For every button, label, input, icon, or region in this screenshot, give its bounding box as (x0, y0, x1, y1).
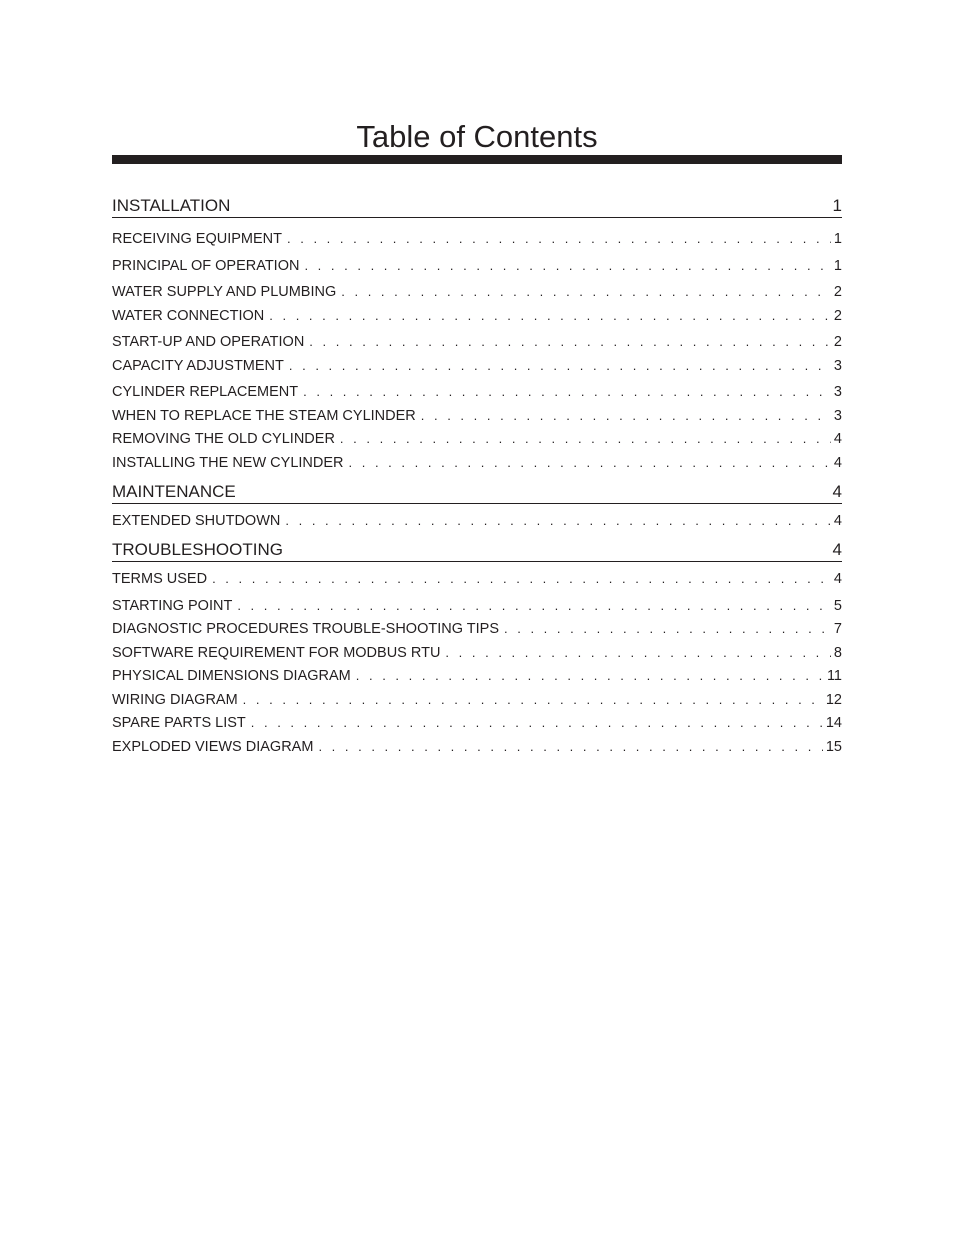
entry-page-number: 2 (833, 334, 842, 350)
entry-page-number: 7 (833, 621, 842, 637)
toc-entry[interactable] (112, 453, 842, 473)
entry-label: EXPLODED VIEWS DIAGRAM (112, 739, 314, 755)
entry-page-number: 4 (833, 455, 842, 471)
toc-entry[interactable] (112, 282, 842, 302)
page-title: Table of Contents (356, 119, 598, 154)
toc-entry[interactable] (112, 713, 842, 733)
toc-entry[interactable] (112, 569, 842, 589)
dot-leader (269, 306, 831, 326)
dot-leader (318, 737, 822, 757)
entry-label: WHEN TO REPLACE THE STEAM CYLINDER (112, 408, 416, 424)
entry-label: SPARE PARTS LIST (112, 715, 246, 731)
dot-leader (349, 453, 831, 473)
title-rule (112, 155, 842, 164)
entry-page-number: 1 (833, 258, 842, 274)
toc-entry[interactable] (112, 429, 842, 449)
toc-entry[interactable] (112, 643, 842, 663)
toc-entry[interactable] (112, 229, 842, 249)
toc-entry[interactable] (112, 511, 842, 531)
entry-label: DIAGNOSTIC PROCEDURES TROUBLE-SHOOTING TIPS (112, 621, 499, 637)
entry-label: WATER CONNECTION (112, 308, 265, 324)
toc-entry[interactable] (112, 666, 842, 686)
dot-leader (445, 643, 831, 663)
entry-label: WIRING DIAGRAM (112, 692, 238, 708)
toc-section-installation[interactable] (112, 195, 842, 218)
section-page-number: 4 (832, 482, 842, 501)
entry-page-number: 4 (833, 513, 842, 529)
dot-leader (289, 356, 831, 376)
toc-entry[interactable] (112, 690, 842, 710)
dot-leader (303, 382, 831, 402)
toc-entry[interactable] (112, 619, 842, 639)
entry-page-number: 4 (833, 431, 842, 447)
entry-page-number: 3 (833, 358, 842, 374)
toc-entry[interactable] (112, 737, 842, 757)
section-page-number: 4 (832, 540, 842, 559)
entry-label: SOFTWARE REQUIREMENT FOR MODBUS RTU (112, 645, 441, 661)
entry-page-number: 11 (826, 668, 842, 684)
entry-label: REMOVING THE OLD CYLINDER (112, 431, 335, 447)
entry-label: STARTING POINT (112, 598, 233, 614)
section-heading: INSTALLATION (112, 196, 231, 215)
entry-page-number: 3 (833, 408, 842, 424)
dot-leader (304, 256, 830, 276)
entry-page-number: 5 (833, 598, 842, 614)
dot-leader (243, 690, 823, 710)
dot-leader (212, 569, 831, 589)
dot-leader (309, 332, 831, 352)
dot-leader (285, 511, 831, 531)
entry-page-number: 14 (825, 715, 842, 731)
dot-leader (356, 666, 824, 686)
toc-entry[interactable] (112, 382, 842, 402)
dot-leader (251, 713, 823, 733)
entry-label: WATER SUPPLY AND PLUMBING (112, 284, 337, 300)
dot-leader (421, 406, 831, 426)
section-page-number: 1 (832, 196, 842, 215)
entry-page-number: 2 (833, 308, 842, 324)
toc-entry[interactable] (112, 406, 842, 426)
toc-entry[interactable] (112, 596, 842, 616)
entry-page-number: 3 (833, 384, 842, 400)
dot-leader (287, 229, 831, 249)
entry-page-number: 12 (825, 692, 842, 708)
entry-label: CAPACITY ADJUSTMENT (112, 358, 284, 374)
toc-section-maintenance[interactable] (112, 481, 842, 504)
dot-leader (237, 596, 831, 616)
entry-label: INSTALLING THE NEW CYLINDER (112, 455, 344, 471)
entry-page-number: 2 (833, 284, 842, 300)
toc-entry[interactable] (112, 306, 842, 326)
section-heading: TROUBLESHOOTING (112, 540, 283, 559)
entry-label: EXTENDED SHUTDOWN (112, 513, 281, 529)
toc-entry[interactable] (112, 356, 842, 376)
entry-label: START-UP AND OPERATION (112, 334, 305, 350)
dot-leader (340, 429, 831, 449)
entry-page-number: 15 (825, 739, 842, 755)
section-heading: MAINTENANCE (112, 482, 236, 501)
toc-section-troubleshooting[interactable] (112, 539, 842, 562)
entry-label: CYLINDER REPLACEMENT (112, 384, 299, 400)
entry-label: TERMS USED (112, 571, 208, 587)
entry-page-number: 4 (833, 571, 842, 587)
entry-page-number: 8 (833, 645, 842, 661)
toc-entry[interactable] (112, 332, 842, 352)
dot-leader (341, 282, 831, 302)
entry-label: PHYSICAL DIMENSIONS DIAGRAM (112, 668, 351, 684)
dot-leader (504, 619, 831, 639)
entry-label: PRINCIPAL OF OPERATION (112, 258, 300, 274)
entry-page-number: 1 (833, 231, 842, 247)
toc-entry[interactable] (112, 256, 842, 276)
entry-label: RECEIVING EQUIPMENT (112, 231, 282, 247)
